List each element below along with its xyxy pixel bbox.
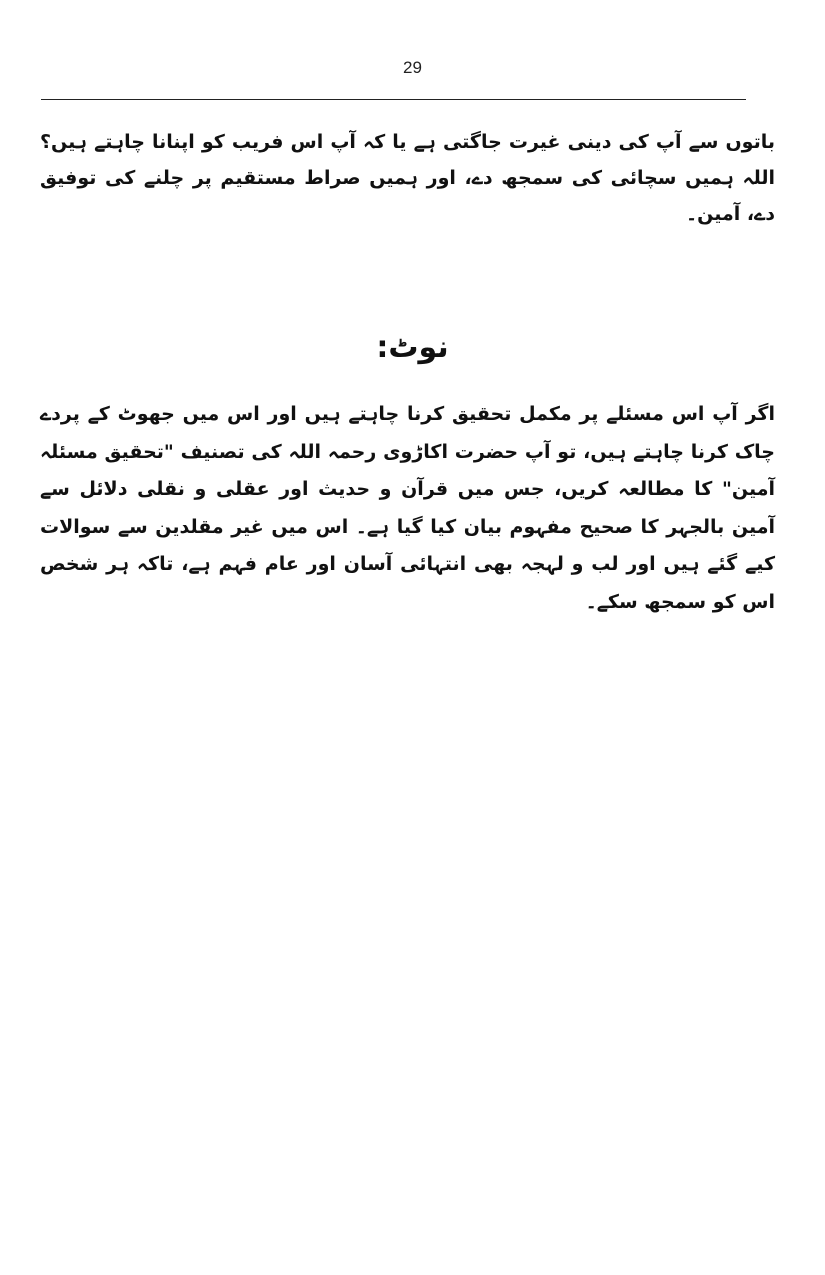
page-number: 29: [403, 58, 422, 77]
note-heading: نوٹ:: [376, 330, 449, 365]
paragraph-note: اگر آپ اس مسئلے پر مکمل تحقیق کرنا چاہتے ہیں اور اس میں جھوٹ کے پردے چاک کرنا چاہتے ہیں، تو آپ حضرت اکاڑوی رحمہ اللہ کی تصنیف "تحقیق مسئلہ آمین" کا مطالعہ کریں، جس میں قرآن و حدیث اور عقلی و نقلی دلائل سے آمین بالجہر کا صحیح مفہوم بیان کیا گیا ہے۔ اس میں غیر مقلدین سے سوالات کیے گئے ہیں اور لب و لہجہ بھی انتہائی آسان اور عام فہم ہے، تاکہ ہر شخص اس کو سمجھ سکے۔: [40, 403, 775, 614]
header-divider: [41, 99, 746, 100]
paragraph-closing: باتوں سے آپ کی دینی غیرت جاگتی ہے یا کہ آپ اس فریب کو اپنانا چاہتے ہیں؟ اللہ ہمیں سچائی کی سمجھ دے، اور ہمیں صراط مستقیم پر چلنے کی توفیق دے، آمین۔: [40, 131, 775, 226]
